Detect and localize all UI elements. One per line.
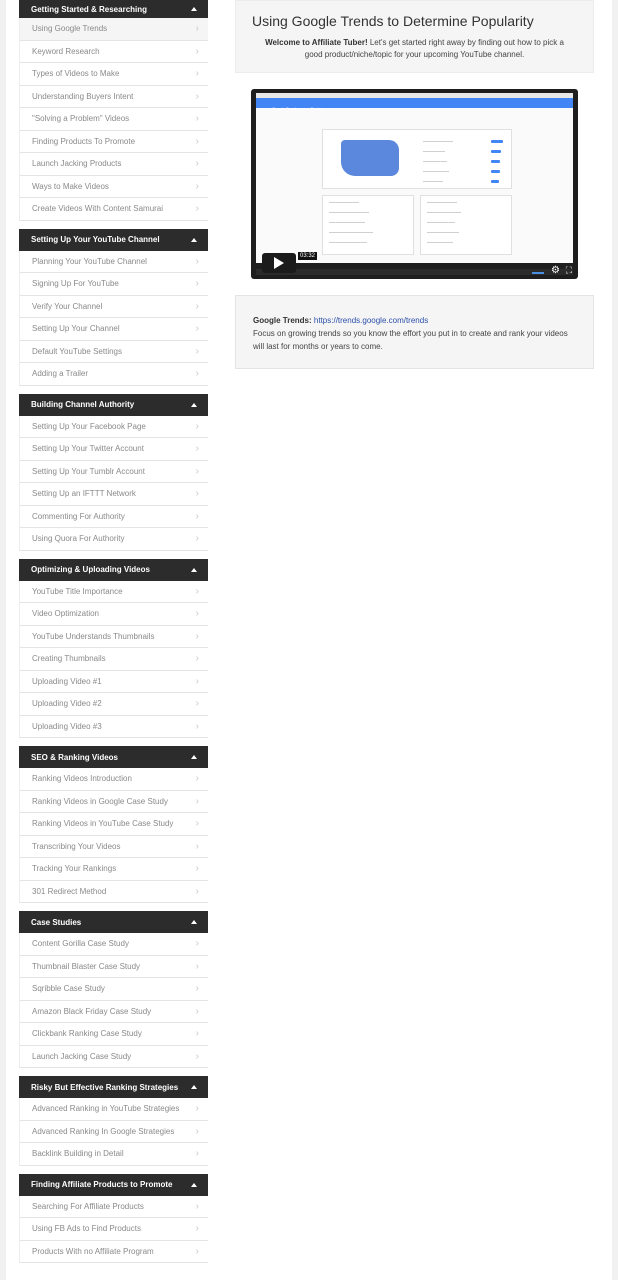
- chevron-right-icon: ›: [195, 818, 199, 830]
- sidebar-section: [19, 559, 208, 739]
- lesson-link[interactable]: [19, 153, 208, 176]
- lesson-label: Searching For Affiliate Products: [32, 1201, 144, 1211]
- section-title: Case Studies: [31, 917, 82, 927]
- chevron-right-icon: ›: [195, 863, 199, 875]
- lesson-link[interactable]: [19, 108, 208, 131]
- lesson-link[interactable]: [19, 318, 208, 341]
- lesson-label: Understanding Buyers Intent: [32, 91, 134, 101]
- section-title: Risky But Effective Ranking Strategies: [31, 1082, 179, 1092]
- section-header[interactable]: [19, 229, 208, 251]
- lesson-label: Using Google Trends: [32, 24, 108, 34]
- intro-bold: Welcome to Affiliate Tuber!: [265, 38, 368, 47]
- lesson-label: Video Optimization: [32, 609, 99, 619]
- chevron-right-icon: ›: [195, 840, 199, 852]
- lesson-label: Planning Your YouTube Channel: [32, 256, 147, 266]
- sidebar-section: [19, 1076, 208, 1166]
- intro-text: Let's get started right away by finding out how to pick a good product/niche/topic for your upcoming YouTube channel.: [304, 38, 564, 59]
- lesson-label: Thumbnail Blaster Case Study: [32, 961, 141, 971]
- section-title: Optimizing & Uploading Videos: [31, 565, 150, 574]
- lesson-link[interactable]: [19, 836, 208, 859]
- lesson-label: Ranking Videos Introduction: [32, 774, 132, 784]
- chevron-right-icon: ›: [195, 773, 199, 785]
- lesson-link[interactable]: [19, 461, 208, 484]
- gear-icon[interactable]: ⚙: [551, 265, 560, 276]
- lesson-link[interactable]: [19, 341, 208, 364]
- collapse-caret-icon[interactable]: [191, 568, 197, 572]
- chevron-right-icon: ›: [195, 368, 199, 380]
- lesson-link[interactable]: [19, 131, 208, 154]
- lesson-label: Transcribing Your Videos: [32, 841, 121, 851]
- chevron-right-icon: ›: [195, 795, 199, 807]
- section-title: Building Channel Authority: [31, 400, 135, 409]
- sidebar-section: [19, 1174, 208, 1264]
- volume-icon[interactable]: [532, 266, 544, 274]
- chevron-right-icon: ›: [195, 420, 199, 432]
- chevron-right-icon: ›: [195, 68, 199, 80]
- lesson-link[interactable]: [19, 176, 208, 199]
- lesson-link[interactable]: [19, 41, 208, 64]
- chevron-right-icon: ›: [195, 255, 199, 267]
- lesson-link[interactable]: [19, 813, 208, 836]
- lesson-label: 301 Redirect Method: [32, 886, 107, 896]
- lesson-link[interactable]: [19, 363, 208, 386]
- lesson-label: Advanced Ranking In Google Strategies: [32, 1126, 175, 1136]
- us-map: [341, 140, 399, 176]
- chevron-right-icon: ›: [195, 585, 199, 597]
- lesson-label: Amazon Black Friday Case Study: [32, 1006, 152, 1016]
- lesson-link[interactable]: [19, 693, 208, 716]
- chevron-right-icon: ›: [195, 488, 199, 500]
- page-title: Using Google Trends to Determine Popularity: [252, 13, 534, 29]
- section-title: SEO & Ranking Videos: [31, 752, 118, 762]
- lesson-label: Signing Up For YouTube: [32, 279, 119, 289]
- lesson-link[interactable]: [19, 671, 208, 694]
- related-topics-panel: [322, 195, 414, 255]
- chevron-right-icon: ›: [195, 885, 199, 897]
- sidebar-section: [19, 394, 208, 551]
- sidebar-section: [19, 0, 208, 221]
- chevron-right-icon: ›: [195, 45, 199, 57]
- lesson-label: Ranking Videos in Google Case Study: [32, 796, 168, 806]
- chevron-right-icon: ›: [195, 960, 199, 972]
- lesson-label: YouTube Title Importance: [32, 586, 123, 596]
- lesson-link[interactable]: [19, 1143, 208, 1166]
- chevron-right-icon: ›: [195, 158, 199, 170]
- sidebar-section: [19, 911, 208, 1068]
- chevron-right-icon: ›: [195, 1103, 199, 1115]
- section-title: Finding Affiliate Products to Promote: [31, 1180, 173, 1189]
- lesson-intro: [252, 37, 577, 61]
- section-title: Getting Started & Researching: [31, 4, 148, 14]
- lesson-link[interactable]: [19, 18, 208, 41]
- lesson-link[interactable]: [19, 1218, 208, 1241]
- lesson-label: Keyword Research: [32, 46, 100, 56]
- lesson-link[interactable]: [19, 881, 208, 904]
- lesson-link[interactable]: [19, 438, 208, 461]
- lesson-label: Adding a Trailer: [32, 369, 89, 379]
- lesson-label: Commenting For Authority: [32, 511, 125, 521]
- lesson-link[interactable]: [19, 1046, 208, 1069]
- lesson-label: Types of Videos to Make: [32, 69, 120, 79]
- lesson-label: Uploading Video #3: [32, 721, 102, 731]
- lesson-link[interactable]: [19, 63, 208, 86]
- lesson-label: Creating Thumbnails: [32, 654, 106, 664]
- section-header[interactable]: [19, 1174, 208, 1196]
- lesson-link[interactable]: [19, 956, 208, 979]
- lesson-link[interactable]: [19, 251, 208, 274]
- section-header[interactable]: [19, 746, 208, 768]
- lesson-link[interactable]: [19, 626, 208, 649]
- chevron-right-icon: ›: [195, 465, 199, 477]
- lesson-label: Ranking Videos in YouTube Case Study: [32, 819, 174, 829]
- chevron-right-icon: ›: [195, 113, 199, 125]
- lesson-label: Tracking Your Rankings: [32, 864, 117, 874]
- chevron-right-icon: ›: [195, 135, 199, 147]
- collapse-caret-icon[interactable]: [191, 403, 197, 407]
- chevron-right-icon: ›: [195, 180, 199, 192]
- chevron-right-icon: ›: [195, 443, 199, 455]
- lesson-link[interactable]: [19, 273, 208, 296]
- video-frame[interactable]: [256, 93, 573, 263]
- google-trends-link[interactable]: https://trends.google.com/trends: [313, 316, 429, 325]
- lesson-label: Launch Jacking Case Study: [32, 1051, 132, 1061]
- lesson-header: [235, 0, 594, 73]
- chevron-right-icon: ›: [195, 300, 199, 312]
- section-header[interactable]: [19, 559, 208, 581]
- lesson-label: Finding Products To Promote: [32, 136, 136, 146]
- video-player[interactable]: [251, 89, 578, 279]
- chevron-right-icon: ›: [195, 1245, 199, 1257]
- chevron-right-icon: ›: [195, 1200, 199, 1212]
- lesson-label: Setting Up Your Twitter Account: [32, 444, 144, 454]
- lesson-link[interactable]: [19, 1098, 208, 1121]
- lesson-label: Backlink Building in Detail: [32, 1149, 124, 1159]
- lesson-label: Setting Up Your Channel: [32, 324, 120, 334]
- section-title: Setting Up Your YouTube Channel: [31, 235, 160, 244]
- lesson-link[interactable]: [19, 933, 208, 956]
- chevron-right-icon: ›: [195, 653, 199, 665]
- lesson-link[interactable]: [19, 86, 208, 109]
- chevron-right-icon: ›: [195, 720, 199, 732]
- lesson-link[interactable]: [19, 506, 208, 529]
- section-header[interactable]: [19, 394, 208, 416]
- play-icon: [274, 257, 284, 269]
- trends-tab: Explore: [310, 106, 325, 111]
- chevron-right-icon: ›: [195, 323, 199, 335]
- lesson-label: Setting Up Your Tumblr Account: [32, 466, 145, 476]
- chevron-right-icon: ›: [195, 698, 199, 710]
- lesson-link[interactable]: [19, 978, 208, 1001]
- collapse-caret-icon[interactable]: [191, 755, 197, 759]
- lesson-link[interactable]: [19, 1121, 208, 1144]
- lesson-label: Verify Your Channel: [32, 301, 103, 311]
- lesson-link[interactable]: [19, 1023, 208, 1046]
- lesson-link[interactable]: [19, 716, 208, 739]
- play-button[interactable]: [262, 253, 296, 273]
- chevron-right-icon: ›: [195, 1125, 199, 1137]
- lesson-label: "Solving a Problem" Videos: [32, 114, 130, 124]
- chevron-right-icon: ›: [195, 630, 199, 642]
- sidebar-section: [19, 229, 208, 386]
- lesson-label: Uploading Video #2: [32, 699, 102, 709]
- related-queries-panel: [420, 195, 512, 255]
- lesson-label: Create Videos With Content Samurai: [32, 204, 164, 214]
- trends-app-bar: [256, 98, 573, 111]
- chevron-right-icon: ›: [195, 278, 199, 290]
- lesson-label: Sqribble Case Study: [32, 984, 105, 994]
- lesson-link[interactable]: [19, 858, 208, 881]
- chevron-right-icon: ›: [195, 90, 199, 102]
- chevron-right-icon: ›: [195, 345, 199, 357]
- lesson-label: Products With no Affiliate Program: [32, 1246, 154, 1256]
- lesson-label: Launch Jacking Products: [32, 159, 122, 169]
- chevron-right-icon: ›: [195, 533, 199, 545]
- lesson-label: Advanced Ranking in YouTube Strategies: [32, 1104, 180, 1114]
- chevron-right-icon: ›: [195, 1050, 199, 1062]
- chevron-right-icon: ›: [195, 1005, 199, 1017]
- lesson-label: Content Gorilla Case Study: [32, 939, 129, 949]
- lesson-link[interactable]: [19, 1196, 208, 1219]
- section-header[interactable]: [19, 911, 208, 933]
- course-sidebar: [19, 0, 208, 1271]
- chevron-right-icon: ›: [195, 203, 199, 215]
- video-duration: 03:32: [300, 253, 316, 259]
- trends-app-name: Google Trends: [272, 106, 299, 111]
- lesson-content: [235, 0, 594, 369]
- resource-info: [235, 295, 594, 369]
- info-label: Google Trends:: [253, 316, 312, 325]
- lesson-link[interactable]: [19, 603, 208, 626]
- chevron-right-icon: ›: [195, 510, 199, 522]
- lesson-label: YouTube Understands Thumbnails: [32, 631, 155, 641]
- lesson-label: Using Quora For Authority: [32, 534, 125, 544]
- lesson-label: Uploading Video #1: [32, 676, 102, 686]
- lesson-link[interactable]: [19, 791, 208, 814]
- chevron-right-icon: ›: [195, 1223, 199, 1235]
- map-panel: [322, 129, 512, 189]
- chevron-right-icon: ›: [195, 23, 199, 35]
- lesson-link[interactable]: [19, 1001, 208, 1024]
- chevron-right-icon: ›: [195, 983, 199, 995]
- lesson-label: Ways to Make Videos: [32, 181, 109, 191]
- lesson-label: Using FB Ads to Find Products: [32, 1224, 141, 1234]
- collapse-caret-icon[interactable]: [191, 1085, 197, 1089]
- lesson-link[interactable]: [19, 648, 208, 671]
- info-text: Focus on growing trends so you know the effort you put in to create and rank your videos will last for months or years to come.: [253, 329, 568, 351]
- chevron-right-icon: ›: [195, 675, 199, 687]
- chevron-right-icon: ›: [195, 1148, 199, 1160]
- section-header[interactable]: [19, 1076, 208, 1098]
- lesson-link[interactable]: [19, 581, 208, 604]
- sidebar-section: [19, 746, 208, 903]
- collapse-caret-icon[interactable]: [191, 920, 197, 924]
- collapse-caret-icon[interactable]: [191, 238, 197, 242]
- lesson-link[interactable]: [19, 768, 208, 791]
- lesson-link[interactable]: [19, 198, 208, 221]
- video-controls: [256, 252, 573, 274]
- lesson-link[interactable]: [19, 1241, 208, 1264]
- lesson-link[interactable]: [19, 416, 208, 439]
- section-header[interactable]: [19, 0, 208, 18]
- chevron-right-icon: ›: [195, 1028, 199, 1040]
- lesson-label: Default YouTube Settings: [32, 346, 122, 356]
- lesson-label: Setting Up Your Facebook Page: [32, 421, 146, 431]
- lesson-label: Clickbank Ranking Case Study: [32, 1029, 142, 1039]
- chevron-right-icon: ›: [195, 938, 199, 950]
- lesson-link[interactable]: [19, 296, 208, 319]
- lesson-label: Setting Up an IFTTT Network: [32, 489, 136, 499]
- page: [6, 0, 612, 1280]
- collapse-caret-icon[interactable]: [191, 1183, 197, 1187]
- lesson-link[interactable]: [19, 483, 208, 506]
- lesson-link[interactable]: [19, 528, 208, 551]
- chevron-right-icon: ›: [195, 608, 199, 620]
- collapse-caret-icon[interactable]: [191, 7, 197, 11]
- fullscreen-icon[interactable]: ⛶: [565, 265, 572, 275]
